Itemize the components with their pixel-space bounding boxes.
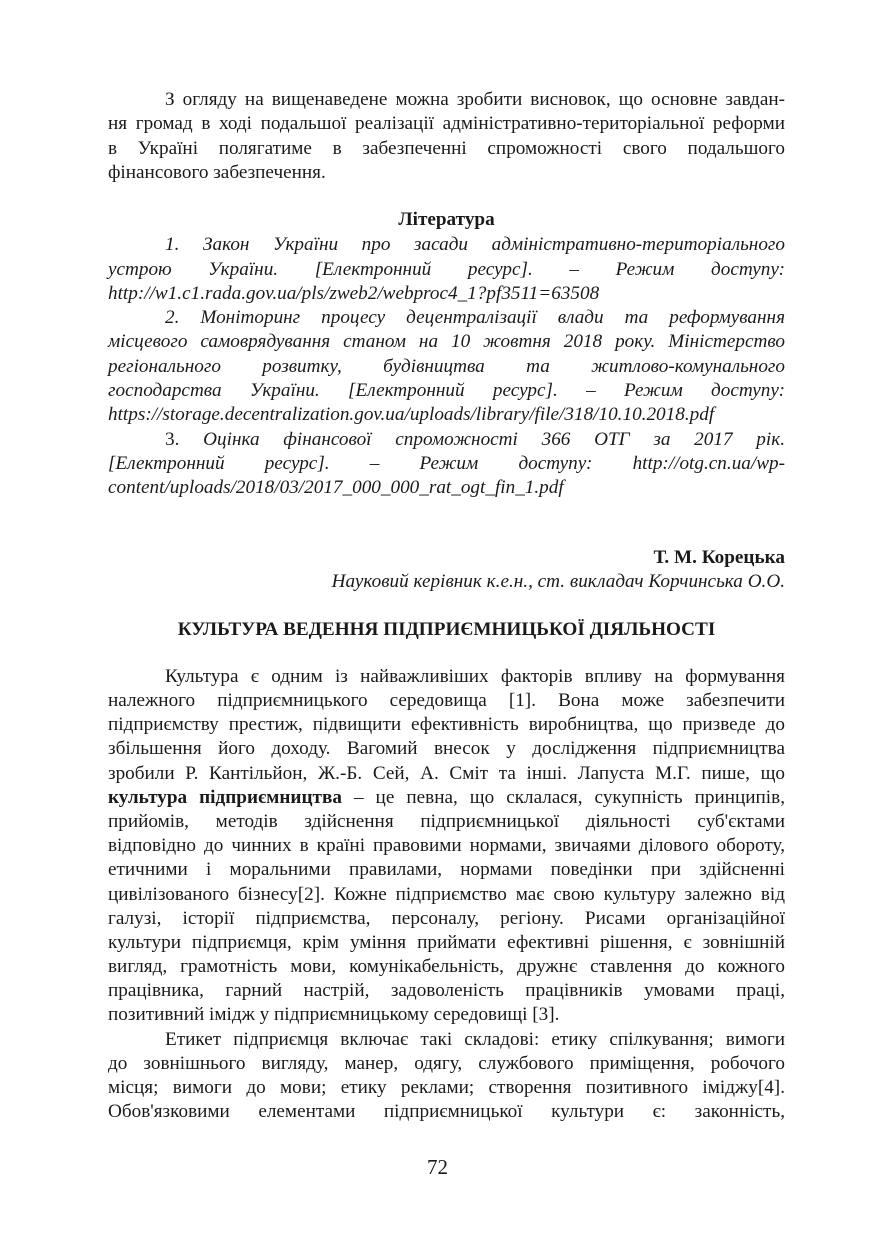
author-name: Т. М. Корецька — [653, 547, 785, 568]
page-number: 72 — [427, 1155, 448, 1179]
reference-link[interactable]: http://w1.c1.rada.gov.ua/pls/zweb2/webproc4_1?pf3511=63508 — [108, 283, 600, 304]
text-line: вигляд, грамотність мови, комунікабельність, дружнє ставлення до кожного — [108, 956, 785, 977]
text-line: до зовнішнього вигляду, манер, одягу, службового приміщення, робочого — [108, 1053, 785, 1074]
reference-3-first-line — [108, 428, 785, 452]
text-line: господарства України. [Електронний ресурс]. – Режим доступу: — [108, 380, 785, 401]
text-line: працівника, гарний настрій, задоволеність працівників умовами праці, — [108, 980, 785, 1001]
reference-link[interactable]: https://storage.decentralization.gov.ua/uploads/library/file/318/10.10.2018.pdf — [108, 404, 715, 425]
text-line: [Електронний ресурс]. – Режим доступу: http://otg.cn.ua/wp- — [108, 453, 785, 474]
text-span: – це певна, що склалася, сукупність принципів, — [341, 787, 785, 808]
definition-line — [108, 786, 785, 810]
text-line: Обов'язковими елементами підприємницької культури є: законність, — [108, 1101, 785, 1122]
text-line: устрою України. [Електронний ресурс]. – Режим доступу: — [108, 259, 785, 280]
reference-number: 3. — [165, 429, 180, 450]
reference-title: Оцінка фінансової спроможності 366 ОТГ за 2017 рік. — [203, 429, 786, 450]
text-line: цивілізованого бізнесу[2]. Кожне підприємство має свою культуру залежно від — [108, 884, 785, 905]
text-line: відповідно до чинних в країні правовими нормами, звичаями ділового обороту, — [108, 835, 785, 856]
text-line: галузі, історії підприємства, персоналу, регіону. Рисами організаційної — [108, 908, 785, 929]
text-line: З огляду на вищенаведене можна зробити висновок, що основне завдан- — [165, 89, 785, 110]
text-line: етичними і моральними правилами, нормами поведінки при здійсненні — [108, 859, 785, 880]
supervisor-line: Науковий керівник к.е.н., ст. викладач Корчинська О.О. — [331, 571, 785, 592]
text-line: Культура є одним із найважливіших факторів впливу на формування — [165, 666, 785, 687]
text-line: збільшення його доходу. Вагомий внесок у дослідження підприємництва — [108, 738, 785, 759]
text-line: 2. Моніторинг процесу децентралізації влади та реформування — [165, 307, 785, 328]
bold-term: культура підприємництва — [108, 787, 342, 808]
text-line: зробили Р. Кантільйон, Ж.-Б. Сей, А. Сміт та інші. Лапуста М.Г. пише, що — [108, 763, 785, 784]
text-line: підприємству престиж, підвищити ефективність виробництва, що призведе до — [108, 714, 785, 735]
text-line: місцевого самоврядування станом на 10 жовтня 2018 року. Міністерство — [108, 331, 785, 352]
text-line: фінансового забезпечення. — [108, 162, 326, 183]
text-line: належного підприємницького середовища [1]. Вона може забезпечити — [108, 690, 785, 711]
text-line: місця; вимоги до мови; етику реклами; створення позитивного іміджу[4]. — [108, 1077, 785, 1098]
literature-heading: Література — [398, 209, 495, 230]
text-line: регіонального розвитку, будівництва та житлово-комунального — [108, 356, 785, 377]
text-line: прийомів, методів здійснення підприємницької діяльності суб'єктами — [108, 811, 785, 832]
text-line: в Україні полягатиме в забезпеченні спроможності свого подальшого — [108, 138, 785, 159]
text-line: культури підприємця, крім уміння приймати ефективні рішення, є зовнішній — [108, 932, 785, 953]
article-title: КУЛЬТУРА ВЕДЕННЯ ПІДПРИЄМНИЦЬКОЇ ДІЯЛЬНОСТІ — [177, 619, 716, 640]
text-line: Етикет підприємця включає такі складові: етику спілкування; вимоги — [165, 1029, 785, 1050]
reference-link[interactable]: content/uploads/2018/03/2017_000_000_rat_ogt_fin_1.pdf — [108, 477, 564, 498]
text-line: 1. Закон України про засади адміністративно-територіального — [165, 234, 785, 255]
text-line: ня громад в ході подальшої реалізації адміністративно-територіальної реформи — [108, 113, 785, 134]
text-line: позитивний імідж у підприємницькому середовищі [3]. — [108, 1004, 560, 1025]
